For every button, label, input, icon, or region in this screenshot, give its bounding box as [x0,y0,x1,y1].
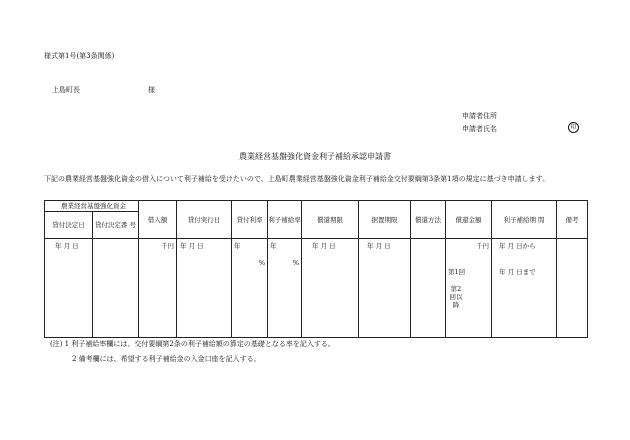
cell-grace-deadline[interactable] [359,239,411,338]
cell-remarks[interactable] [557,239,588,338]
col-repayment-method: 償還方法 [411,201,446,239]
cell-repayment-deadline[interactable] [302,239,359,338]
col-grace-deadline: 据置期限 [359,201,411,239]
body-text: 下記の農業経営基盤強化資金の借入について利子補給を受けたいので、上島町農業経営基盤強化資金利子補給金交付要綱第3条第1項の規定に基づき申請します。 [44,175,550,183]
repayment-amount-unit: 千円 [476,242,489,250]
cell-repayment-method[interactable] [411,239,446,338]
col-repayment-amount: 償還金額 [446,201,492,239]
col-subsidy-rate: 利子補給率 [268,201,302,239]
document-title: 農業経営基盤強化資金利子補給承認申請書 [239,152,391,161]
cell-decision-date[interactable] [45,239,93,338]
col-loan-rate: 貸付利率 [232,201,268,239]
loan-rate-percent: % [258,259,265,267]
repayment-deadline-value: 年 月 日 [312,242,336,250]
group-header: 農業経営基盤強化資金 [45,201,139,212]
seal-mark: 印 [568,122,579,133]
note-1: (注) 1 利子補給率欄には、交付要綱第2条の利子補給額の算定の基礎となる率を記入する。 [50,340,335,348]
cell-subsidy-period[interactable] [492,239,557,338]
loan-rate-year: 年 [234,242,241,250]
col-repayment-deadline: 償還期限 [302,201,359,239]
note-2: 2 備考欄には、希望する利子補給金の入金口座を記入する。 [72,355,261,363]
col-subsidy-period: 利子補給期 間 [492,201,557,239]
form-number: 様式第1号(第3条関係) [44,52,115,60]
subsidy-rate-percent: % [292,259,299,267]
col-decision-number: 貸付決定番 号 [93,212,139,239]
honorific: 様 [148,86,155,94]
applicant-name-label: 申請者氏名 [462,125,497,133]
first-installment-label: 第1回 [448,268,466,276]
decision-date-value: 年 月 日 [55,242,79,250]
col-remarks: 備考 [557,201,588,239]
execution-date-value: 年 月 日 [180,242,204,250]
table-row [45,239,588,338]
cell-loan-amount[interactable] [139,239,177,338]
period-to: 年 月 日まで [499,268,536,276]
cell-subsidy-rate[interactable] [268,239,302,338]
grace-deadline-value: 年 月 日 [367,242,391,250]
col-execution-date: 貸付実行日 [177,201,232,239]
cell-decision-number[interactable] [93,239,139,338]
loan-amount-unit: 千円 [161,242,174,250]
cell-execution-date[interactable] [177,239,232,338]
subsidy-rate-year: 年 [270,242,277,250]
cell-loan-rate[interactable] [232,239,268,338]
col-loan-amount: 借入額 [139,201,177,239]
col-decision-date: 貸付決定日 [45,212,93,239]
addressee: 上島町長 [52,86,80,94]
cell-repayment-amount[interactable] [446,239,492,338]
applicant-address-label: 申請者住所 [462,112,497,120]
period-from: 年 月 日から [499,242,536,250]
application-table [44,200,588,338]
second-installment-label: 第2回以降 [449,285,463,309]
